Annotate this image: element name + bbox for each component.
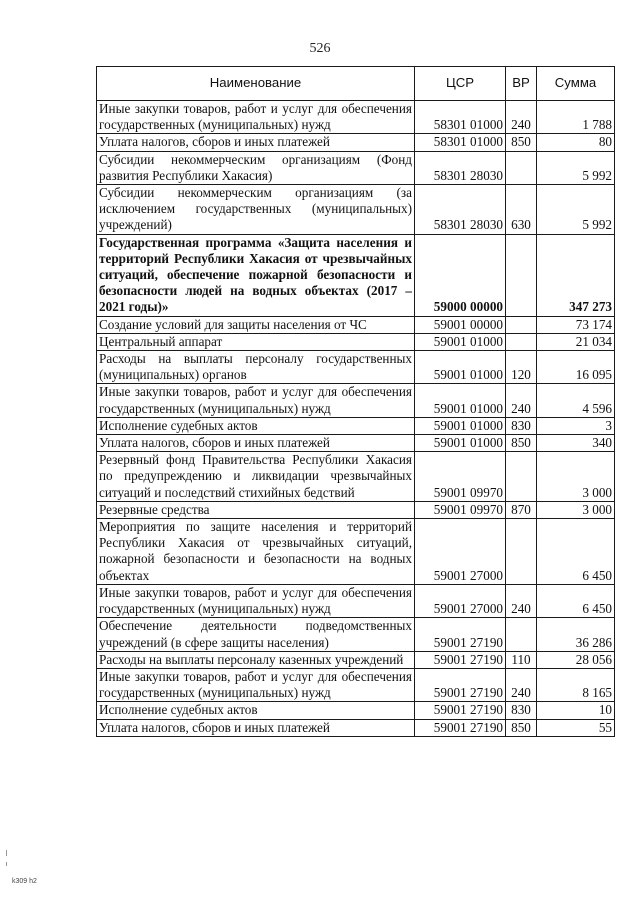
cell-sum: 6 450 <box>537 584 615 617</box>
cell-vr: 850 <box>506 719 537 736</box>
cell-vr: 240 <box>506 384 537 417</box>
table-row <box>97 651 615 668</box>
cell-csr: 59001 09970 <box>415 501 506 518</box>
cell-csr: 59001 01000 <box>415 417 506 434</box>
table-header-row <box>97 67 615 101</box>
cell-vr: 870 <box>506 501 537 518</box>
cell-vr: 830 <box>506 702 537 719</box>
cell-csr: 59001 01000 <box>415 351 506 384</box>
table-row <box>97 234 615 316</box>
cell-csr: 59001 27190 <box>415 668 506 701</box>
cell-vr: 830 <box>506 417 537 434</box>
table-row <box>97 351 615 384</box>
table-row <box>97 417 615 434</box>
cell-sum: 5 992 <box>537 151 615 184</box>
cell-name: Мероприятия по защите населения и территорий Республики Хакасия от чрезвычайных ситуаций, пожарной безопасности и безопасности на водных объектах <box>97 519 415 585</box>
cell-vr: 850 <box>506 134 537 151</box>
cell-vr: 120 <box>506 351 537 384</box>
cell-vr: 110 <box>506 651 537 668</box>
table-row <box>97 702 615 719</box>
margin-mark <box>6 862 7 866</box>
cell-sum: 340 <box>537 435 615 452</box>
table-row <box>97 101 615 134</box>
cell-name: Расходы на выплаты персоналу государственных (муниципальных) органов <box>97 351 415 384</box>
cell-name: Обеспечение деятельности подведомственных учреждений (в сфере защиты населения) <box>97 618 415 651</box>
table-body <box>97 101 615 737</box>
cell-name: Субсидии некоммерческим организациям (Фонд развития Республики Хакасия) <box>97 151 415 184</box>
cell-csr: 59001 27190 <box>415 618 506 651</box>
cell-vr: 630 <box>506 185 537 235</box>
cell-sum: 4 596 <box>537 384 615 417</box>
cell-csr: 59001 00000 <box>415 316 506 333</box>
cell-name: Уплата налогов, сборов и иных платежей <box>97 134 415 151</box>
cell-vr: 240 <box>506 584 537 617</box>
cell-vr <box>506 234 537 316</box>
table-row <box>97 185 615 235</box>
cell-sum: 55 <box>537 719 615 736</box>
cell-name: Субсидии некоммерческим организациям (за исключением государственных (муниципальных) учреждений) <box>97 185 415 235</box>
cell-csr: 59000 00000 <box>415 234 506 316</box>
cell-sum: 36 286 <box>537 618 615 651</box>
cell-vr: 240 <box>506 101 537 134</box>
cell-csr: 59001 01000 <box>415 384 506 417</box>
cell-csr: 58301 01000 <box>415 134 506 151</box>
cell-csr: 59001 27000 <box>415 584 506 617</box>
cell-name: Государственная программа «Защита населения и территорий Республики Хакасия от чрезвычайных ситуаций, обеспечение пожарной безопасности и безопасности людей на водных объектах (2017 – 2021 годы)» <box>97 234 415 316</box>
cell-name: Центральный аппарат <box>97 333 415 350</box>
cell-name: Иные закупки товаров, работ и услуг для обеспечения государственных (муниципальных) нужд <box>97 101 415 134</box>
table-row <box>97 384 615 417</box>
cell-name: Уплата налогов, сборов и иных платежей <box>97 719 415 736</box>
cell-name: Иные закупки товаров, работ и услуг для обеспечения государственных (муниципальных) нужд <box>97 668 415 701</box>
cell-name: Уплата налогов, сборов и иных платежей <box>97 435 415 452</box>
cell-name: Резервные средства <box>97 501 415 518</box>
cell-name: Исполнение судебных актов <box>97 702 415 719</box>
cell-csr: 59001 01000 <box>415 333 506 350</box>
cell-sum: 3 000 <box>537 501 615 518</box>
cell-csr: 59001 01000 <box>415 435 506 452</box>
cell-csr: 59001 27190 <box>415 651 506 668</box>
cell-vr <box>506 452 537 502</box>
cell-csr: 59001 27190 <box>415 702 506 719</box>
table-row <box>97 452 615 502</box>
table-row <box>97 134 615 151</box>
cell-csr: 59001 27000 <box>415 519 506 585</box>
cell-name: Расходы на выплаты персоналу казенных учреждений <box>97 651 415 668</box>
cell-name: Исполнение судебных актов <box>97 417 415 434</box>
cell-sum: 5 992 <box>537 185 615 235</box>
cell-sum: 10 <box>537 702 615 719</box>
cell-sum: 3 <box>537 417 615 434</box>
cell-name: Создание условий для защиты населения от ЧС <box>97 316 415 333</box>
cell-sum: 347 273 <box>537 234 615 316</box>
cell-vr <box>506 316 537 333</box>
cell-sum: 73 174 <box>537 316 615 333</box>
table-row <box>97 618 615 651</box>
cell-sum: 8 165 <box>537 668 615 701</box>
cell-name: Иные закупки товаров, работ и услуг для обеспечения государственных (муниципальных) нужд <box>97 584 415 617</box>
header-name: Наименование <box>97 67 415 101</box>
budget-table <box>96 66 615 737</box>
cell-vr <box>506 519 537 585</box>
cell-vr <box>506 151 537 184</box>
header-vr: ВР <box>506 67 537 101</box>
table-row <box>97 333 615 350</box>
footer-code: k309 h2 <box>12 878 37 885</box>
page-number: 526 <box>309 41 331 56</box>
cell-csr: 59001 27190 <box>415 719 506 736</box>
cell-sum: 21 034 <box>537 333 615 350</box>
cell-vr: 850 <box>506 435 537 452</box>
header-sum: Сумма <box>537 67 615 101</box>
cell-vr <box>506 618 537 651</box>
cell-vr: 240 <box>506 668 537 701</box>
cell-sum: 6 450 <box>537 519 615 585</box>
cell-csr: 58301 01000 <box>415 101 506 134</box>
table-row <box>97 435 615 452</box>
table-row <box>97 316 615 333</box>
cell-name: Иные закупки товаров, работ и услуг для обеспечения государственных (муниципальных) нужд <box>97 384 415 417</box>
cell-csr: 59001 09970 <box>415 452 506 502</box>
table-row <box>97 719 615 736</box>
cell-name: Резервный фонд Правительства Республики Хакасия по предупреждению и ликвидации чрезвычайных ситуаций и последствий стихийных бедствий <box>97 452 415 502</box>
cell-sum: 1 788 <box>537 101 615 134</box>
cell-sum: 3 000 <box>537 452 615 502</box>
table-row <box>97 501 615 518</box>
cell-csr: 58301 28030 <box>415 151 506 184</box>
cell-vr <box>506 333 537 350</box>
cell-sum: 80 <box>537 134 615 151</box>
header-csr: ЦСР <box>415 67 506 101</box>
cell-csr: 58301 28030 <box>415 185 506 235</box>
table-row <box>97 584 615 617</box>
margin-mark <box>6 850 7 856</box>
table-row <box>97 519 615 585</box>
cell-sum: 28 056 <box>537 651 615 668</box>
table-row <box>97 668 615 701</box>
table-row <box>97 151 615 184</box>
cell-sum: 16 095 <box>537 351 615 384</box>
